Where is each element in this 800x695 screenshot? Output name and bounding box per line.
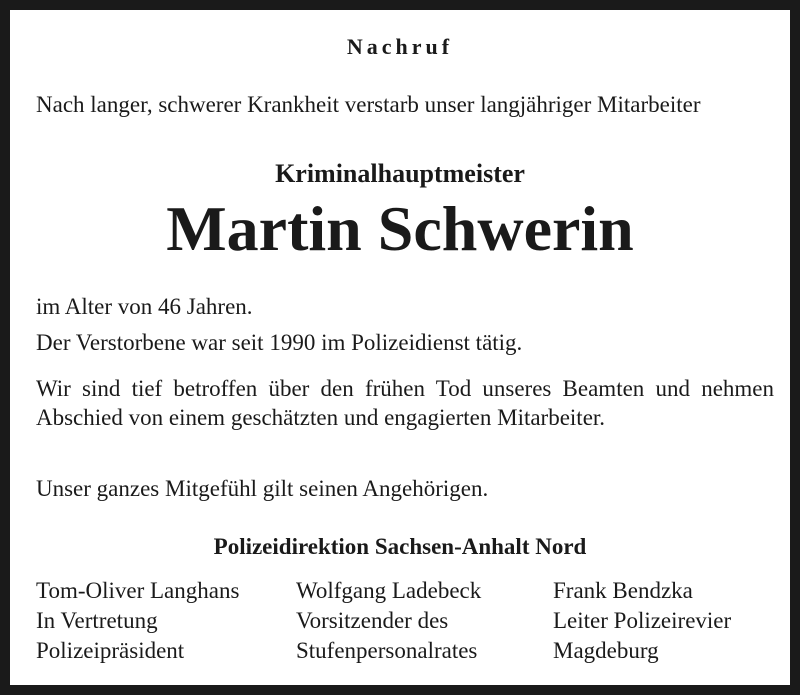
signatory-2 bbox=[296, 576, 481, 666]
notice-heading: Nachruf bbox=[346, 34, 454, 59]
signatory-name: Frank Bendzka bbox=[553, 578, 693, 603]
signatory-role: Magdeburg bbox=[553, 638, 659, 663]
signatory-role: In Vertretung bbox=[36, 608, 158, 633]
intro-text: Nach langer, schwerer Krankheit verstarb unser langjähriger Mitarbeiter bbox=[36, 92, 701, 117]
signatory-3 bbox=[553, 576, 731, 666]
organization-name: Polizeidirektion Sachsen-Anhalt Nord bbox=[213, 534, 587, 559]
signatory-name: Tom-Oliver Langhans bbox=[36, 578, 240, 603]
age-line: im Alter von 46 Jahren. bbox=[36, 294, 253, 319]
signatory-role: Vorsitzender des bbox=[296, 608, 449, 633]
signatory-role: Stufenpersonalrates bbox=[296, 638, 478, 663]
signatory-role: Polizeipräsident bbox=[36, 638, 185, 663]
service-line: Der Verstorbene war seit 1990 im Polizeidienst tätig. bbox=[36, 330, 523, 355]
condolence-line: Unser ganzes Mitgefühl gilt seinen Angehörigen. bbox=[36, 476, 489, 501]
deceased-name: Martin Schwerin bbox=[166, 193, 634, 264]
signatory-role: Leiter Polizeirevier bbox=[553, 608, 732, 633]
signatory-1 bbox=[36, 576, 239, 666]
deceased-rank: Kriminalhauptmeister bbox=[275, 159, 525, 188]
signatory-name: Wolfgang Ladebeck bbox=[296, 578, 482, 603]
farewell-text: Wir sind tief betroffen über den frühen Tod unseres Beamten und nehmen Abschied von einem geschätzten und engagierten Mitarbeiter. bbox=[36, 376, 774, 430]
